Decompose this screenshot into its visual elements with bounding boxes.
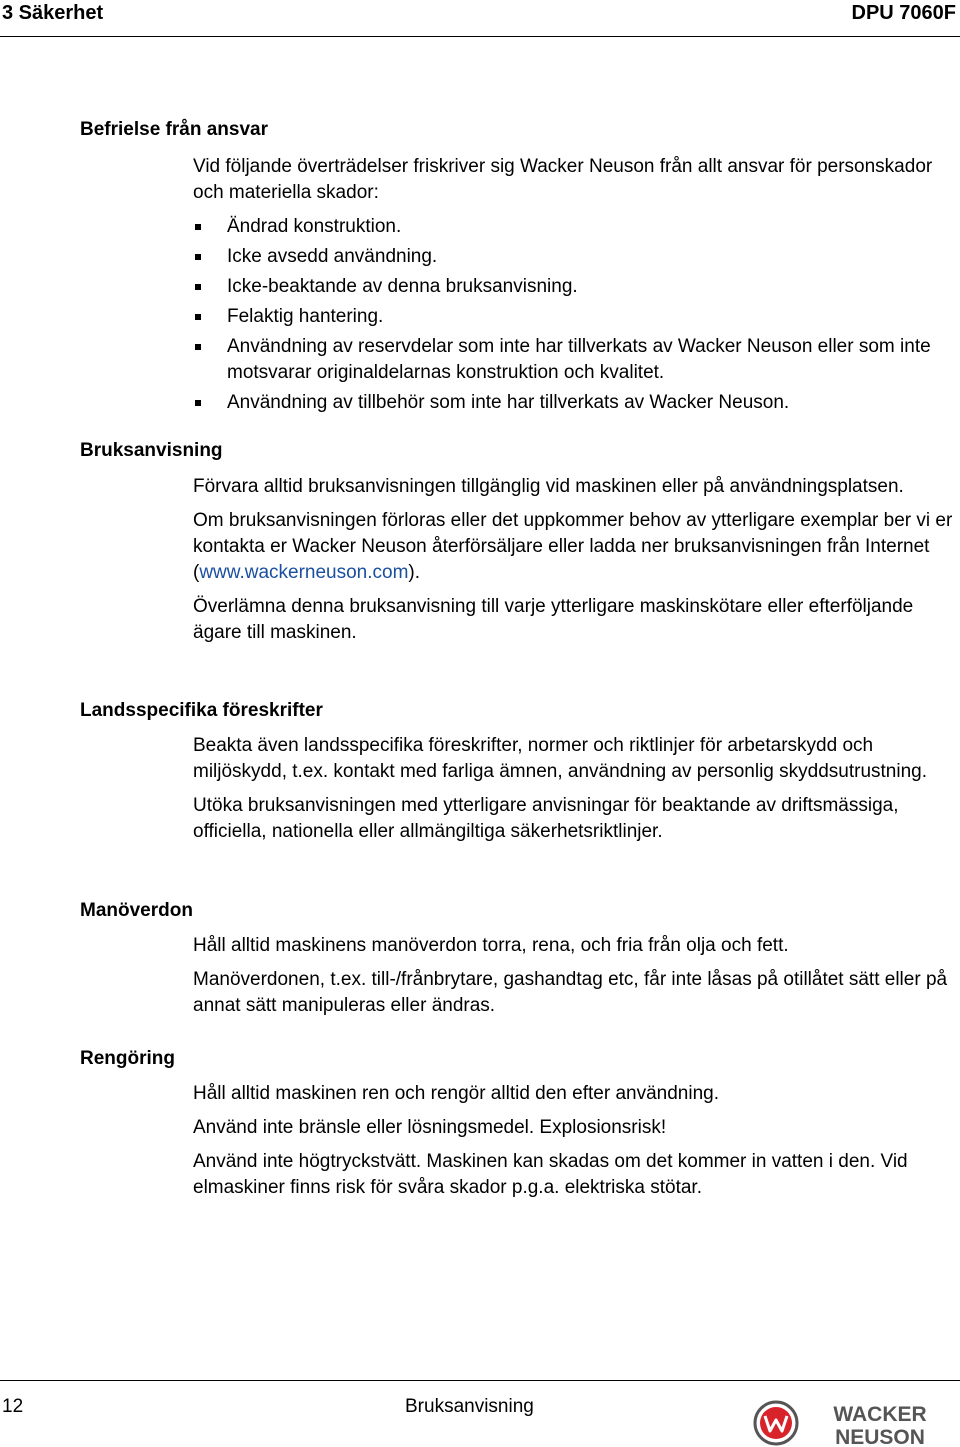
cleaning-p3: Använd inte högtryckstvätt. Maskinen kan skadas om det kommer in vatten i den. Vid elmaskiner finns risk för svåra skador p.g.a. elektriska stötar. <box>193 1151 908 1198</box>
footer-divider <box>0 1380 960 1381</box>
bullet-icon <box>195 284 201 290</box>
liability-list <box>193 214 955 416</box>
section-title-country: Landsspecifika föreskrifter <box>80 700 323 721</box>
list-item: Icke avsedd användning. <box>193 244 955 270</box>
bullet-icon <box>195 400 201 406</box>
chapter-title: 3 Säkerhet <box>2 2 104 24</box>
wacker-neuson-logo <box>752 1400 958 1446</box>
section-body-cleaning <box>193 1081 955 1209</box>
section-body-country <box>193 733 955 853</box>
section-title-liability: Befrielse från ansvar <box>80 119 268 140</box>
list-item: Felaktig hantering. <box>193 304 955 330</box>
list-item: Icke-beaktande av denna bruksanvisning. <box>193 274 955 300</box>
section-body-liability <box>193 154 955 420</box>
list-item: Användning av tillbehör som inte har tillverkats av Wacker Neuson. <box>193 390 955 416</box>
manual-p1: Förvara alltid bruksanvisningen tillgänglig vid maskinen eller på användningsplatsen. <box>193 476 904 497</box>
section-body-controls <box>193 933 955 1027</box>
country-p1: Beakta även landsspecifika föreskrifter, normer och riktlinjer för arbetarskydd och miljöskydd, t.ex. kontakt med farliga ämnen, användning av personlig skyddsutrustning. <box>193 735 928 782</box>
logo-text-wacker: WACKER <box>833 1403 927 1426</box>
section-title-manual: Bruksanvisning <box>80 440 223 461</box>
list-item: Ändrad konstruktion. <box>193 214 955 240</box>
section-body-manual <box>193 474 955 654</box>
page-number: 12 <box>2 1396 24 1417</box>
manual-p3: Överlämna denna bruksanvisning till varje ytterligare maskinskötare eller efterföljande ägare till maskinen. <box>193 596 914 643</box>
logo-text-neuson: NEUSON <box>835 1426 925 1446</box>
footer-doc-title: Bruksanvisning <box>405 1396 534 1417</box>
bullet-icon <box>195 224 201 230</box>
model-name: DPU 7060F <box>851 2 956 24</box>
controls-p2: Manöverdonen, t.ex. till-/frånbrytare, gashandtag etc, får inte låsas på otillåtet sätt eller på annat sätt manipuleras eller ändras. <box>193 969 948 1016</box>
website-link[interactable]: www.wackerneuson.com <box>199 562 409 583</box>
country-p2: Utöka bruksanvisningen med ytterligare anvisningar för beaktande av driftsmässiga, officiella, nationella eller allmängiltiga säkerhetsriktlinjer. <box>193 795 899 842</box>
cleaning-p2: Använd inte bränsle eller lösningsmedel. Explosionsrisk! <box>193 1117 667 1138</box>
section-title-controls: Manöverdon <box>80 900 193 921</box>
cleaning-p1: Håll alltid maskinen ren och rengör alltid den efter användning. <box>193 1083 719 1104</box>
bullet-icon <box>195 254 201 260</box>
manual-p2: Om bruksanvisningen förloras eller det uppkommer behov av ytterligare exemplar ber vi er kontakta er Wacker Neuson återförsäljare eller ladda ner bruksanvisningen från Internet (www.wackerneuson.com). <box>193 510 953 583</box>
bullet-icon <box>195 314 201 320</box>
liability-intro: Vid följande överträdelser friskriver sig Wacker Neuson från allt ansvar för personskador och materiella skador: <box>193 156 933 203</box>
controls-p1: Håll alltid maskinens manöverdon torra, rena, och fria från olja och fett. <box>193 935 789 956</box>
header-divider <box>0 36 960 37</box>
section-title-cleaning: Rengöring <box>80 1048 175 1069</box>
bullet-icon <box>195 344 201 350</box>
list-item: Användning av reservdelar som inte har tillverkats av Wacker Neuson eller som inte motsvarar originaldelarnas konstruktion och kvalitet. <box>193 334 955 386</box>
